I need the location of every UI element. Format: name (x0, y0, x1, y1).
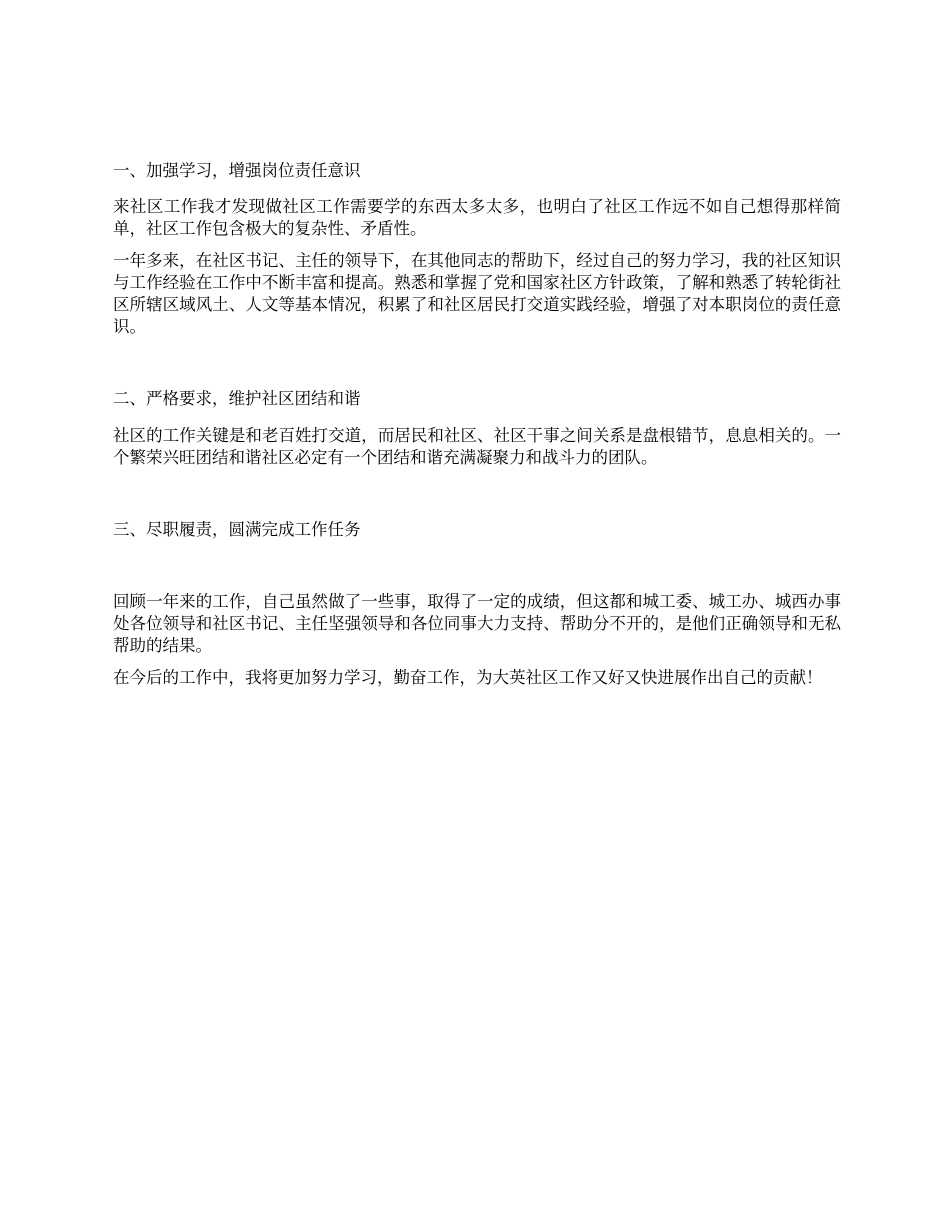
document-body (113, 160, 841, 689)
section-1-paragraph-1: 来社区工作我才发现做社区工作需要学的东西太多太多，也明白了社区工作远不如自己想得那样简单，社区工作包含极大的复杂性、矛盾性。 (113, 197, 841, 238)
section-2-paragraph-1: 社区的工作关键是和老百姓打交道，而居民和社区、社区干事之间关系是盘根错节，息息相关的。一个繁荣兴旺团结和谐社区必定有一个团结和谐充满凝聚力和战斗力的团队。 (113, 426, 841, 467)
section-3-paragraph-1: 回顾一年来的工作，自己虽然做了一些事，取得了一定的成绩，但这都和城工委、城工办、城西办事处各位领导和社区书记、主任坚强领导和各位同事大力支持、帮助分不开的，是他们正确领导和无私帮助的结果。 (113, 592, 841, 655)
section-heading-1: 一、加强学习，增强岗位责任意识 (113, 161, 361, 180)
section-1-paragraph-2: 一年多来，在社区书记、主任的领导下，在其他同志的帮助下，经过自己的努力学习，我的社区知识与工作经验在工作中不断丰富和提高。熟悉和掌握了党和国家社区方针政策，了解和熟悉了转轮街社区所辖区域风土、人文等基本情况，积累了和社区居民打交道实践经验，增强了对本职岗位的责任意识。 (113, 251, 841, 336)
section-3-paragraph-2: 在今后的工作中，我将更加努力学习，勤奋工作，为大英社区工作又好又快进展作出自己的贡献！ (113, 668, 823, 687)
section-heading-3: 三、尽职履责，圆满完成工作任务 (113, 520, 361, 539)
section-heading-2: 二、严格要求，维护社区团结和谐 (113, 389, 361, 408)
